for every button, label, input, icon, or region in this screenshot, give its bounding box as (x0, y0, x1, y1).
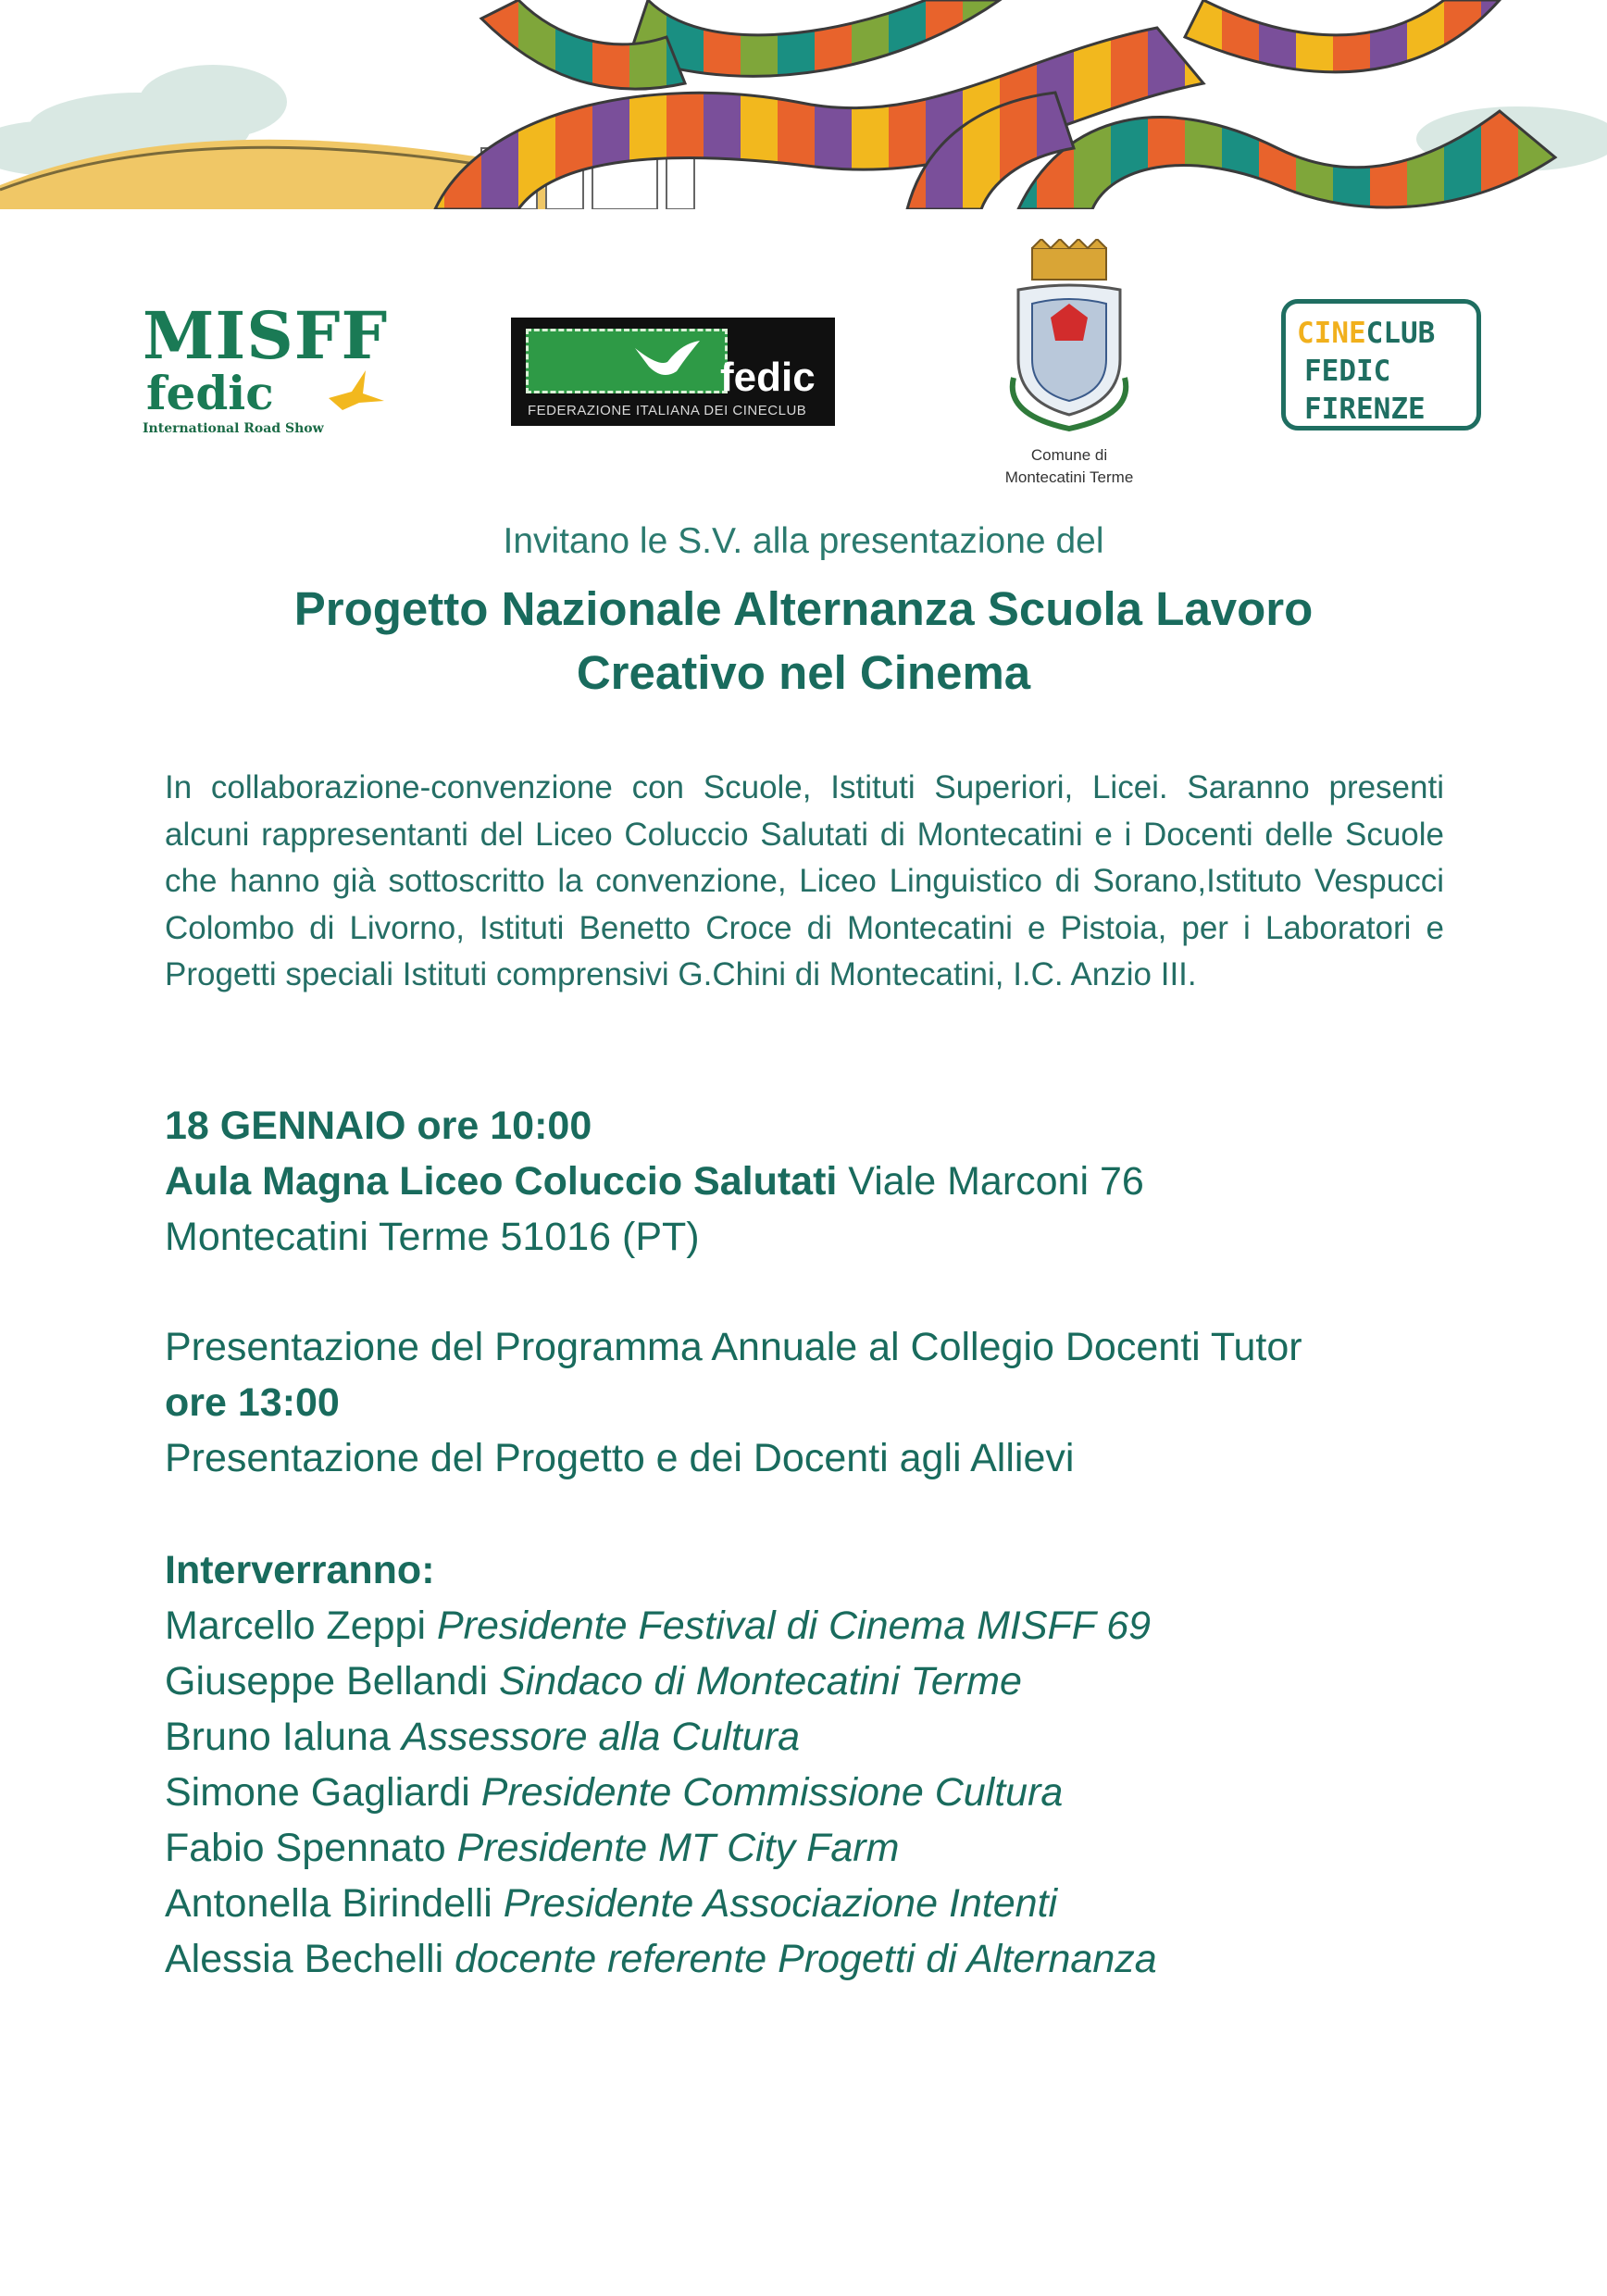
fedic-logo (511, 318, 835, 426)
program-line1: Presentazione del Programma Annuale al Collegio Docenti Tutor (165, 1325, 1302, 1369)
speaker-name: Simone Gagliardi (165, 1770, 470, 1815)
cineclub-logo-club: CLUB (1365, 317, 1436, 350)
cineclub-logo-line3: FIRENZE (1304, 393, 1426, 426)
coat-of-arms-icon (995, 239, 1143, 433)
invitation-intro: Invitano le S.V. alla presentazione del (503, 521, 1104, 561)
misff-logo-tagline: International Road Show (143, 421, 324, 436)
speaker-name: Fabio Spennato (165, 1826, 446, 1870)
speaker-item (165, 1659, 1022, 1704)
misff-fedic-logo (139, 278, 389, 440)
speaker-item (165, 1881, 1057, 1927)
speakers-heading: Interverranno: (165, 1548, 435, 1592)
speaker-item (165, 1715, 800, 1760)
speaker-name: Alessia Bechelli (165, 1937, 444, 1981)
comune-caption-line2: Montecatini Terme (1004, 468, 1134, 486)
speaker-name: Giuseppe Bellandi (165, 1659, 489, 1703)
event-venue (165, 1159, 1144, 1204)
program-time: ore 13:00 (165, 1380, 340, 1425)
project-title-line2: Creativo nel Cinema (576, 646, 1031, 699)
speaker-role: Sindaco di Montecatini Terme (498, 1659, 1022, 1703)
speaker-name: Antonella Birindelli (165, 1881, 492, 1926)
speaker-item (165, 1770, 1063, 1816)
cineclub-logo-line1 (1297, 317, 1435, 350)
fedic-logo-name: fedic (720, 355, 816, 400)
event-city: Montecatini Terme 51016 (PT) (165, 1215, 700, 1259)
fedic-logo-subtitle: FEDERAZIONE ITALIANA DEI CINECLUB (528, 403, 807, 418)
comune-caption-line1: Comune di (1030, 446, 1108, 464)
speaker-role: Presidente MT City Farm (456, 1826, 900, 1870)
event-venue-street: Viale Marconi 76 (848, 1159, 1144, 1204)
speaker-item (165, 1826, 899, 1871)
cineclub-logo-line2: FEDIC (1304, 355, 1391, 388)
misff-logo-fedic-text: fedic (146, 366, 274, 420)
fedic-logo-panel (526, 329, 728, 393)
dove-icon (630, 339, 704, 385)
misff-logo-text: MISFF (143, 297, 389, 374)
program-line2: Presentazione del Progetto e dei Docenti agli Allievi (165, 1436, 1075, 1480)
speaker-name: Marcello Zeppi (165, 1603, 426, 1648)
cineclub-fedic-firenze-logo (1281, 299, 1481, 430)
speaker-role: Presidente Commissione Cultura (480, 1770, 1064, 1815)
speaker-name: Bruno Ialuna (165, 1715, 391, 1759)
comune-caption (958, 444, 1180, 489)
speaker-item (165, 1603, 1151, 1649)
project-title-line1: Progetto Nazionale Alternanza Scuola Lavoro (293, 582, 1314, 635)
comune-crest-logo (995, 239, 1143, 498)
speaker-item (165, 1937, 1157, 1982)
header-film-strip-illustration (0, 0, 1607, 209)
event-date: 18 GENNAIO ore 10:00 (165, 1104, 592, 1148)
collaboration-paragraph: In collaborazione-convenzione con Scuole, Istituti Superiori, Licei. Saranno presenti alcuni rappresentanti del Liceo Coluccio Salutati di Montecatini e i Docenti delle Scuole che hanno già sottoscritto la convenzione, Liceo Linguistico di Sorano,Istituto Vespucci Colombo di Livorno, Istituti Benetto Croce di Montecatini e Pistoia, per i Laboratori e Progetti speciali Istituti comprensivi G.Chini di Montecatini, I.C. Anzio III. (165, 769, 1444, 992)
speaker-role: Presidente Associazione Intenti (503, 1881, 1058, 1926)
cineclub-logo-cine: CINE (1297, 317, 1366, 350)
speaker-role: Assessore alla Cultura (401, 1715, 801, 1759)
event-venue-name: Aula Magna Liceo Coluccio Salutati (165, 1159, 838, 1204)
speaker-role: Presidente Festival di Cinema MISFF 69 (436, 1603, 1152, 1648)
bird-icon (324, 366, 389, 412)
speaker-role: docente referente Progetti di Alternanza (455, 1937, 1157, 1981)
